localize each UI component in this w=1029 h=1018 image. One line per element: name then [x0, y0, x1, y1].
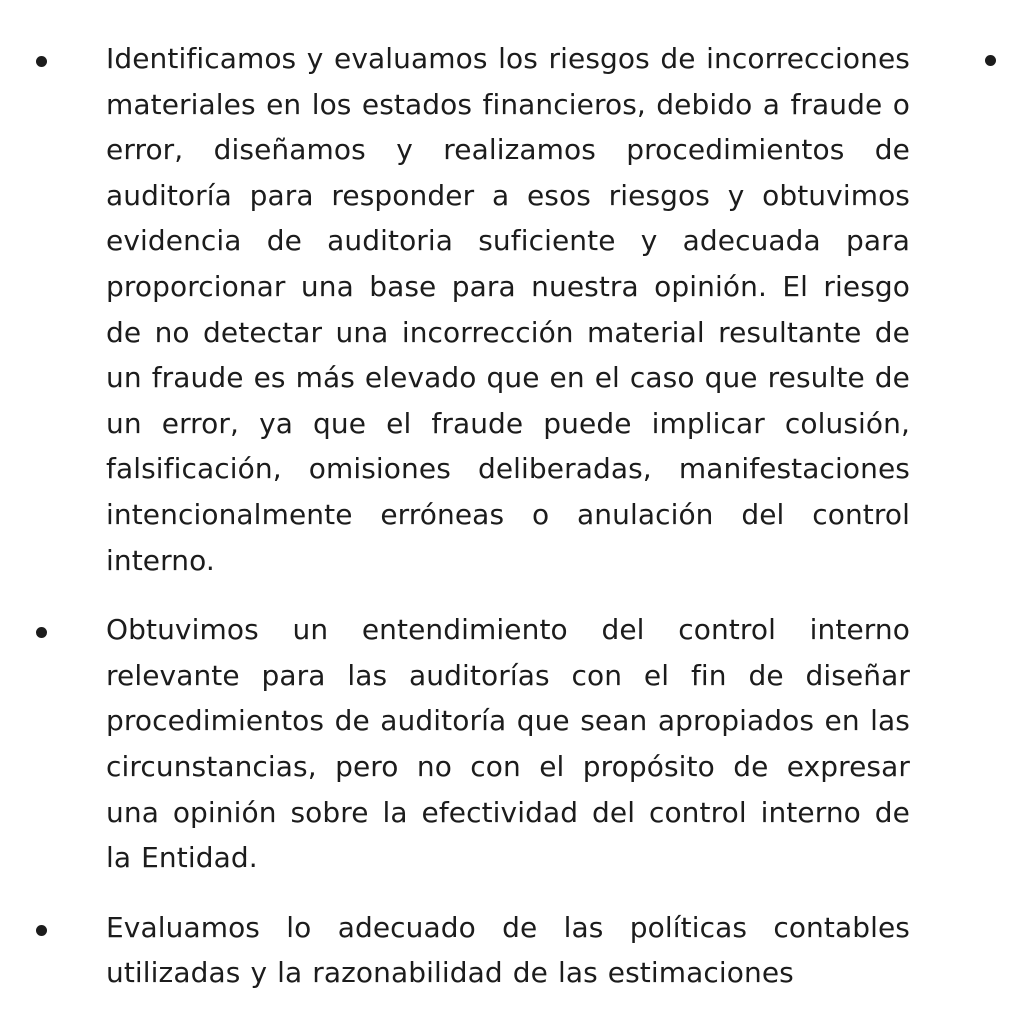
bullet-dot [36, 925, 47, 936]
bullet-item-risk-assessment [0, 36, 910, 583]
bullet-item-internal-control [0, 607, 910, 881]
bullet-text: Identificamos y evaluamos los riesgos de incorrecciones materiales en los estados financieros, debido a fraude o error, diseñamos y realizamos procedimientos de auditoría para responder a esos riesgos y obtuvimos evidencia de auditoria suficiente y adecuada para proporcionar una base para nuestra opinión. El riesgo de no detectar una incorrección material resultante de un fraude es más elevado que en el caso que resulte de un error, ya que el fraude puede implicar colusión, falsificación, omisiones deliberadas, manifestaciones intencionalmente erróneas o anulación del control interno. [106, 42, 910, 577]
bullet-text: Obtuvimos un entendimiento del control interno relevante para las auditorías con el fin de diseñar procedimientos de auditoría que sean apropiados en las circunstancias, pero no con el propósito de expresar una opinión sobre la efectividad del control interno de la Entidad. [106, 613, 910, 875]
bullet-dot [36, 627, 47, 638]
bullet-list [0, 36, 1029, 1018]
bullet-text: Evaluamos lo adecuado de las políticas contables utilizadas y la razonabilidad de las estimaciones [106, 910, 910, 990]
bullet-dot [36, 56, 47, 67]
bullet-item-accounting-policies [0, 905, 910, 996]
